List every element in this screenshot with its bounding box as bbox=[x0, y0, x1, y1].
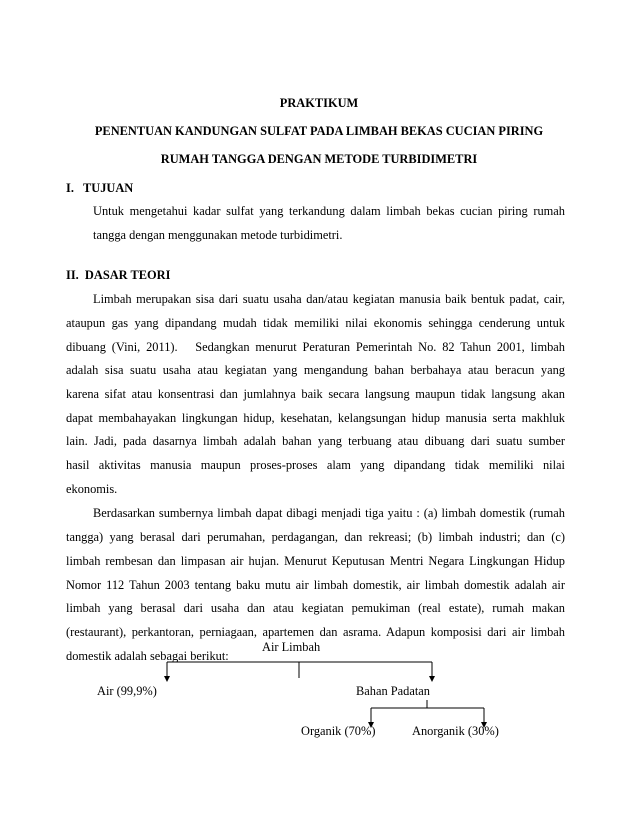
section-2-heading: II. DASAR TEORI bbox=[66, 268, 171, 282]
paragraph-1-line: dapat membahayakan lingkungan hidup, kesehatan, kelangsungan hidup manusia serta makhluk bbox=[66, 411, 565, 425]
diagram-organik-node: Organik (70%) bbox=[301, 724, 376, 738]
paragraph-2-line: domestik adalah sebagai berikut: bbox=[66, 649, 229, 663]
paragraph-1-line: lain. Jadi, pada dasarnya limbah adalah bahan yang terbuang atau dibuang dari suatu sumber bbox=[66, 434, 565, 448]
title-line-2: PENENTUAN KANDUNGAN SULFAT PADA LIMBAH BEKAS CUCIAN PIRING bbox=[94, 124, 544, 138]
paragraph-2-line: limbah yang berasal dari usaha dan atau kegiatan pemukiman (real estate), rumah makan bbox=[66, 601, 565, 615]
paragraph-2-line: (restaurant), perkantoran, perniagaan, apartemen dan asrama. Adapun komposisi dari air limbah bbox=[66, 625, 565, 639]
diagram-left-node: Air (99,9%) bbox=[97, 684, 157, 698]
paragraph-1-line: Limbah merupakan sisa dari suatu usaha dan/atau kegiatan manusia baik bentuk padat, cair, bbox=[93, 292, 565, 306]
paragraph-1-line: ataupun gas yang dipandang mudah tidak memiliki nilai ekonomis sehingga cenderung untuk bbox=[66, 316, 565, 330]
paragraph-1-line: adalah sisa suatu usaha atau kegiatan yang mengandung bahan berbahaya atau beracun yang bbox=[66, 363, 565, 377]
section-1-line: tangga dengan menggunakan metode turbidimetri. bbox=[93, 228, 343, 242]
paragraph-1-line: hasil aktivitas manusia maupun proses-proses alam yang dipandang tidak memiliki nilai bbox=[66, 458, 565, 472]
paragraph-1-line: ekonomis. bbox=[66, 482, 118, 496]
paragraph-1-line: karena sifat atau konsentrasi dan jumlahnya baik secara langsung maupun tidak langsung akan bbox=[66, 387, 565, 401]
diagram-anorganik-node: Anorganik (30%) bbox=[412, 724, 499, 738]
paragraph-2-line: Berdasarkan sumbernya limbah dapat dibagi menjadi tiga yaitu : (a) limbah domestik (rumah bbox=[93, 506, 565, 520]
paragraph-2-line: tangga) yang berasal dari perumahan, perdagangan, dan rekreasi; (b) limbah industri; dan (c) bbox=[66, 530, 565, 544]
paragraph-2-line: limbah rembesan dan limpasan air hujan. Menurut Keputusan Mentri Negara Lingkungan Hidup bbox=[66, 554, 565, 568]
diagram-root: Air Limbah bbox=[262, 640, 321, 654]
title-line-3: RUMAH TANGGA DENGAN METODE TURBIDIMETRI bbox=[160, 152, 478, 166]
paragraph-2-line: Nomor 112 Tahun 2003 tentang baku mutu air limbah domestik, air limbah domestik adalah air bbox=[66, 578, 565, 592]
section-1-line: Untuk mengetahui kadar sulfat yang terkandung dalam limbah bekas cucian piring rumah bbox=[93, 204, 565, 218]
section-1-heading: I. TUJUAN bbox=[66, 181, 134, 195]
title-line-1: PRAKTIKUM bbox=[279, 96, 359, 110]
paragraph-1-line: dibuang (Vini, 2011). Sedangkan menurut Peraturan Pemerintah No. 82 Tahun 2001, limbah bbox=[66, 340, 565, 354]
diagram-right-node: Bahan Padatan bbox=[356, 684, 430, 698]
